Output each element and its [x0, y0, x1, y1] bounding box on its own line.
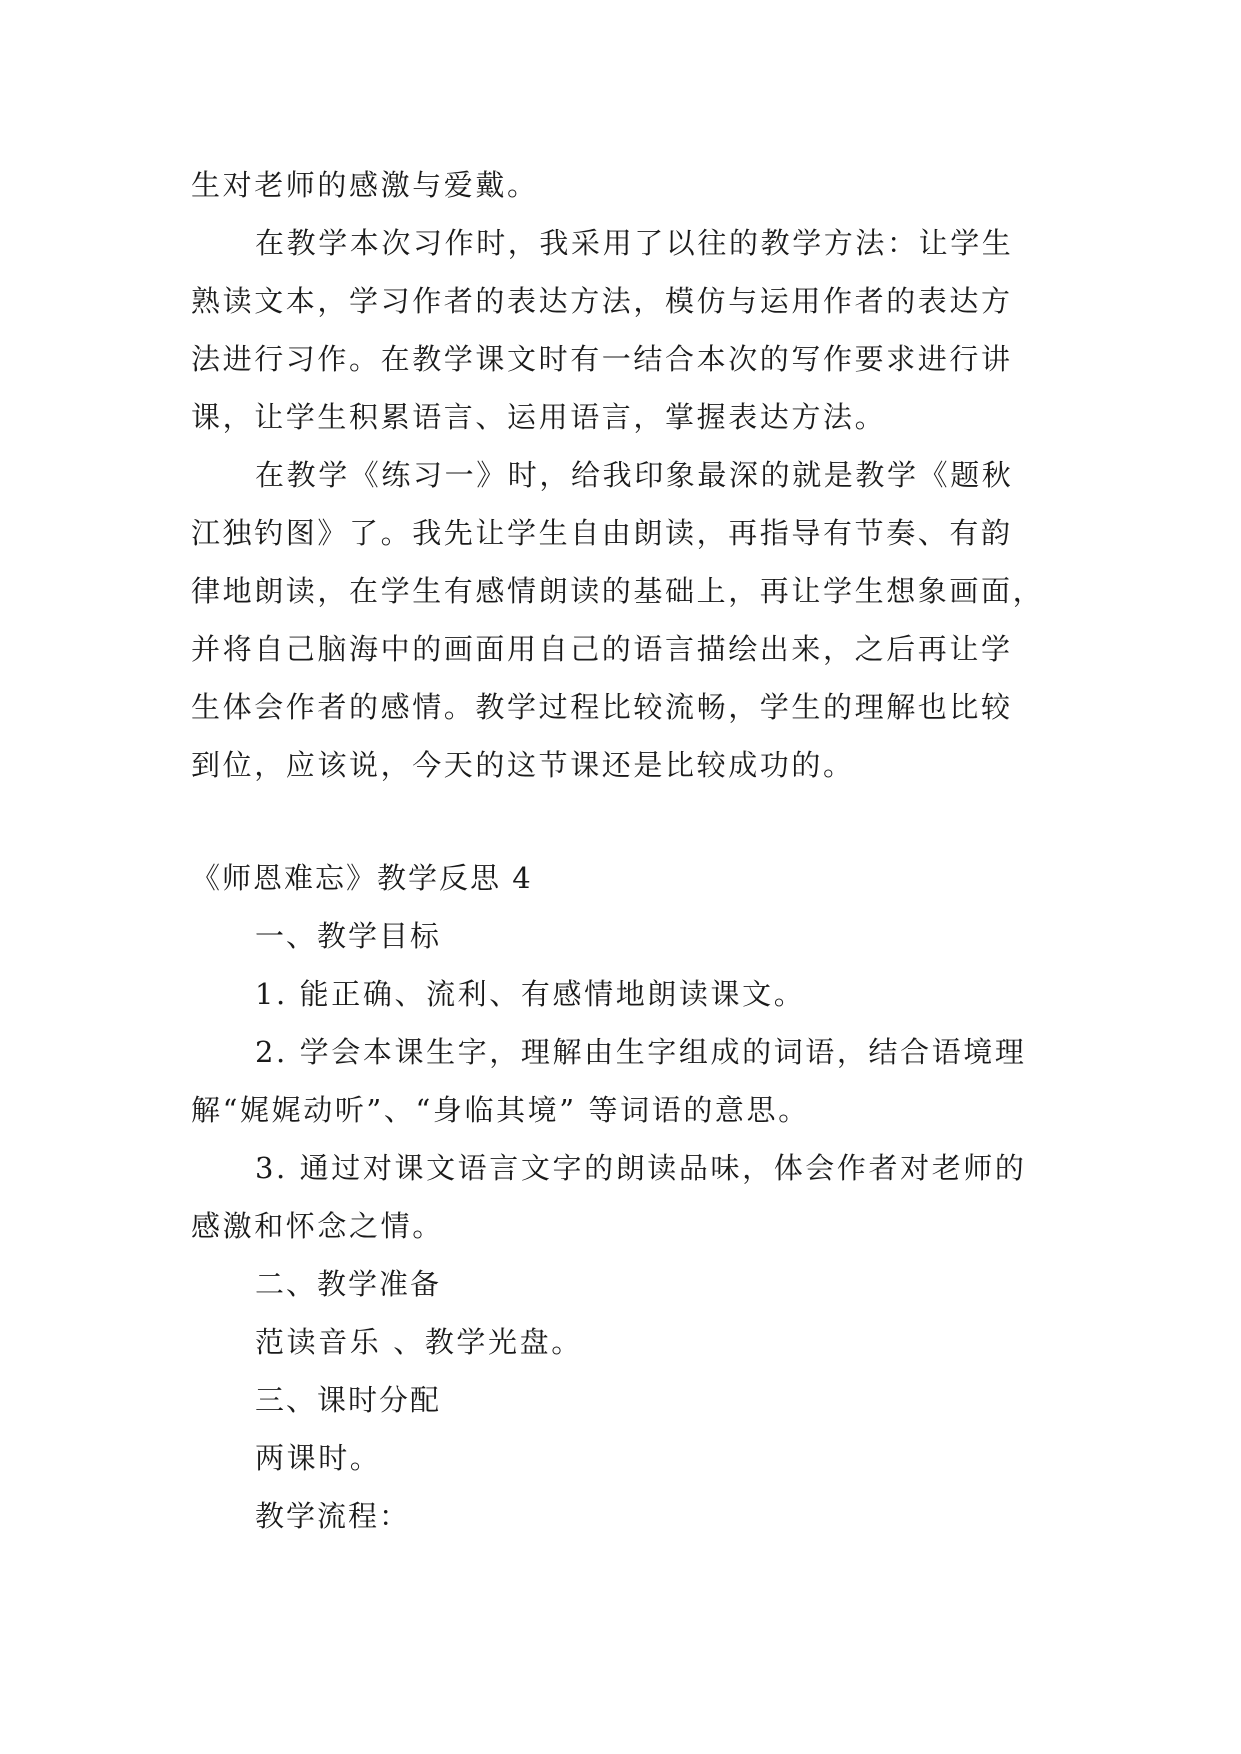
goal-item-continued: 感激和怀念之情。: [191, 1209, 444, 1243]
paragraph-line: 律地朗读，在学生有感情朗读的基础上，再让学生想象画面，: [191, 574, 1045, 608]
section-title: 《师恩难忘》教学反思 4: [191, 861, 533, 895]
paragraph-line: 熟读文本，学习作者的表达方法，模仿与运用作者的表达方: [191, 284, 1013, 318]
time-heading: 三、课时分配: [255, 1383, 442, 1417]
paragraph-line: 在教学《练习一》时，给我印象最深的就是教学《题秋: [255, 458, 1014, 492]
paragraph-line: 到位，应该说，今天的这节课还是比较成功的。: [191, 748, 855, 782]
goal-item: 3. 通过对课文语言文字的朗读品味，体会作者对老师的: [255, 1151, 1027, 1185]
goals-heading: 一、教学目标: [255, 919, 442, 953]
paragraph-line: 生体会作者的感情。教学过程比较流畅，学生的理解也比较: [191, 690, 1013, 724]
paragraph-line: 在教学本次习作时，我采用了以往的教学方法：让学生: [255, 226, 1014, 260]
flow-heading: 教学流程：: [255, 1499, 411, 1533]
paragraph-line: 法进行习作。在教学课文时有一结合本次的写作要求进行讲: [191, 342, 1013, 376]
prep-text: 范读音乐 、教学光盘。: [255, 1325, 583, 1359]
paragraph-line: 并将自己脑海中的画面用自己的语言描绘出来，之后再让学: [191, 632, 1013, 666]
paragraph-line: 生对老师的感激与爱戴。: [191, 168, 539, 202]
goal-item-continued: 解“娓娓动听”、“身临其境” 等词语的意思。: [191, 1093, 810, 1127]
prep-heading: 二、教学准备: [255, 1267, 442, 1301]
goal-item: 2. 学会本课生字，理解由生字组成的词语，结合语境理: [255, 1035, 1027, 1069]
goal-item: 1. 能正确、流利、有感情地朗读课文。: [255, 977, 806, 1011]
paragraph-line: 课，让学生积累语言、运用语言，掌握表达方法。: [191, 400, 887, 434]
time-text: 两课时。: [255, 1441, 382, 1475]
paragraph-line: 江独钓图》了。我先让学生自由朗读，再指导有节奏、有韵: [191, 516, 1013, 550]
